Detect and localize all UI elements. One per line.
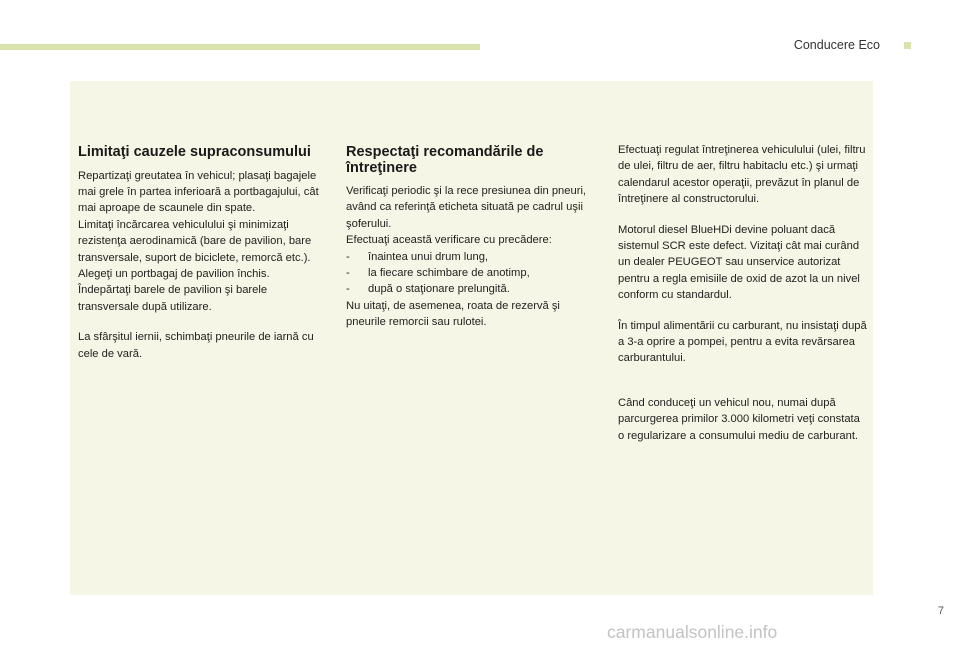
paragraph: În timpul alimentării cu carburant, nu insistaţi după a 3-a oprire a pompei, pentru a evita revărsarea carburantului. [618,319,867,365]
list-item [346,281,596,297]
paragraph: Când conduceţi un vehicul nou, numai după parcurgerea primilor 3.000 kilometri veţi constata o regularizare a consumului mediu de carburant. [618,396,860,442]
paragraph: Repartizaţi greutatea în vehicul; plasaţi bagajele mai grele în partea inferioară a portbagajului, cât mai aproape de scaunele din spate. [78,169,319,215]
column-limit-causes [78,145,328,362]
column-service-notes [618,142,868,444]
paragraph: Efectuaţi această verificare cu precădere: [346,234,552,247]
list-dash: - [346,283,350,296]
heading-limit-causes: Limitaţi cauzele supraconsumului [78,144,311,160]
watermark: carmanualsonline.info [607,622,778,642]
paragraph: Verificaţi periodic şi la rece presiunea din pneuri, având ca referinţă eticheta situată pe cadrul uşii şoferului. [346,185,587,230]
column-maintenance [346,145,596,331]
section-title: Conducere Eco [793,38,880,52]
paragraph: Efectuaţi regulat întreţinerea vehiculului (ulei, filtru de ulei, filtru de aer, filtru habitaclu etc.) şi urmaţi calendarul acestor operaţii, prevăzut în planul de întreţinere al constructorului. [618,144,866,206]
paragraph: Limitaţi încărcarea vehiculului şi minimizaţi rezistenţa aerodinamică (bare de pavilion, bare transversale, suport de biciclete, remorcă etc.). Alegeţi un portbagaj de pavilion închis. [78,218,312,280]
paragraph: Îndepărtaţi barele de pavilion şi barele transversale după utilizare. [78,284,268,313]
list-dash: - [346,250,350,263]
paragraph: La sfârşitul iernii, schimbaţi pneurile de iarnă cu cele de vară. [78,331,314,360]
header-accent-bar [0,44,480,50]
paragraph: Motorul diesel BlueHDi devine poluant dacă sistemul SCR este defect. Vizitaţi cât mai curând un dealer PEUGEOT sau unservice autorizat pentru a regla emisiile de oxid de azot la un nivel conform cu standardul. [618,223,860,302]
list-item [346,249,596,265]
page-number: 7 [937,605,944,617]
paragraph: Nu uitaţi, de asemenea, roata de rezervă şi pneurile remorcii sau rulotei. [346,299,560,329]
list-item-text: înaintea unui drum lung, [368,250,489,263]
list-item-text: după o staţionare prelungită. [368,283,510,296]
header-accent-square [904,42,911,49]
list-dash: - [346,267,350,280]
list-item [346,265,596,281]
list-item-text: la fiecare schimbare de anotimp, [368,267,530,280]
heading-maintenance: Respectaţi recomandările de întreţinere [346,144,544,176]
